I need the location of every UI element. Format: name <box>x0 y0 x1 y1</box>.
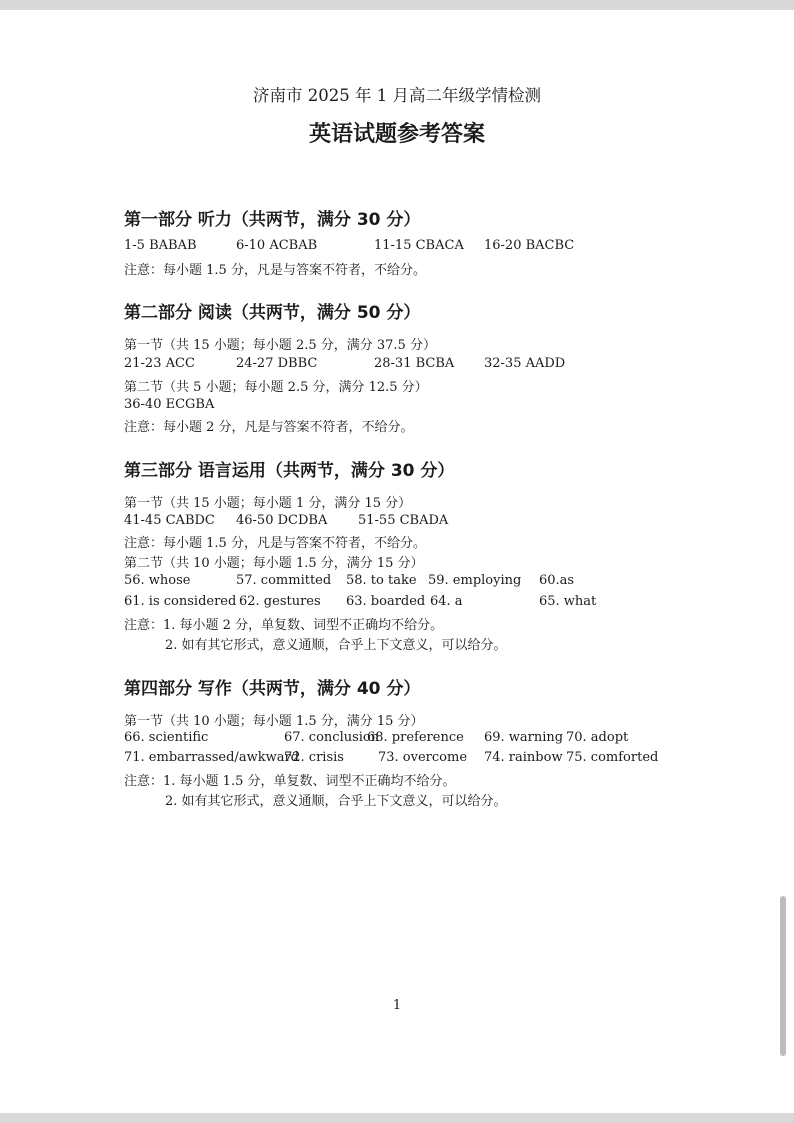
answer-item: 74. rainbow <box>484 750 563 765</box>
answer-group: 28-31 BCBA <box>374 356 455 371</box>
answer-item: 58. to take <box>346 573 417 588</box>
document-subtitle: 英语试题参考答案 <box>308 122 485 147</box>
part4-section1-label: 第一节（共 10 小题；每小题 1.5 分，满分 15 分） <box>124 714 424 729</box>
answer-item: 72. crisis <box>284 750 344 765</box>
answer-group: 21-23 ACC <box>124 356 195 371</box>
part2-section2-label: 第二节（共 5 小题；每小题 2.5 分，满分 12.5 分） <box>124 380 428 395</box>
answer-item: 65. what <box>539 594 597 609</box>
answer-item: 67. conclusion <box>284 730 380 745</box>
answer-group: 1-5 BABAB <box>124 238 197 253</box>
part4-note-cont: 2. 如有其它形式，意义通顺，合乎上下文意义，可以给分。 <box>165 794 507 809</box>
part3-heading: 第三部分 语言运用（共两节，满分 30 分） <box>124 461 455 481</box>
page-number: 1 <box>392 998 402 1013</box>
part3-note2-cont: 2. 如有其它形式，意义通顺，合乎上下文意义，可以给分。 <box>165 638 507 653</box>
part3-section2-label: 第二节（共 10 小题；每小题 1.5 分，满分 15 分） <box>124 556 424 571</box>
answer-item: 59. employing <box>428 573 522 588</box>
answer-item: 62. gestures <box>239 594 321 609</box>
answer-item: 63. boarded <box>346 594 426 609</box>
answer-item: 61. is considered <box>124 594 237 609</box>
answer-group: 36-40 ECGBA <box>124 397 215 412</box>
bottom-border <box>0 1113 794 1123</box>
scrollbar-thumb[interactable] <box>780 896 786 1056</box>
answer-item: 73. overcome <box>378 750 468 765</box>
part4-heading: 第四部分 写作（共两节，满分 40 分） <box>124 679 421 699</box>
answer-group: 51-55 CBADA <box>358 513 449 528</box>
answer-group: 41-45 CABDC <box>124 513 215 528</box>
part2-section1-label: 第一节（共 15 小题；每小题 2.5 分，满分 37.5 分） <box>124 338 436 353</box>
part2-heading: 第二部分 阅读（共两节，满分 50 分） <box>124 303 421 323</box>
answer-item: 56. whose <box>124 573 191 588</box>
part4-note: 注意：1. 每小题 1.5 分，单复数、词型不正确均不给分。 <box>124 774 456 789</box>
answer-group: 32-35 AADD <box>484 356 566 371</box>
answer-group: 46-50 DCDBA <box>236 513 328 528</box>
answer-item: 71. embarrassed/awkward <box>124 750 299 765</box>
part3-note1: 注意：每小题 1.5 分，凡是与答案不符者，不给分。 <box>124 536 426 551</box>
answer-item: 68. preference <box>367 730 464 745</box>
answer-item: 60.as <box>539 573 575 588</box>
answer-group: 11-15 CBACA <box>374 238 464 253</box>
answer-item: 64. a <box>430 594 463 609</box>
part1-heading: 第一部分 听力（共两节，满分 30 分） <box>124 210 421 230</box>
answer-group: 24-27 DBBC <box>236 356 318 371</box>
answer-item: 57. committed <box>236 573 332 588</box>
answer-item: 66. scientific <box>124 730 209 745</box>
answer-item: 75. comforted <box>566 750 659 765</box>
part1-note: 注意：每小题 1.5 分，凡是与答案不符者，不给分。 <box>124 263 426 278</box>
answer-item: 70. adopt <box>566 730 629 745</box>
part3-section1-label: 第一节（共 15 小题；每小题 1 分，满分 15 分） <box>124 496 412 511</box>
part2-note: 注意：每小题 2 分，凡是与答案不符者，不给分。 <box>124 420 414 435</box>
answer-item: 69. warning <box>484 730 564 745</box>
document-title: 济南市 2025 年 1 月高二年级学情检测 <box>253 86 541 105</box>
answer-group: 6-10 ACBAB <box>236 238 318 253</box>
answer-group: 16-20 BACBC <box>484 238 575 253</box>
part3-note2: 注意：1. 每小题 2 分，单复数、词型不正确均不给分。 <box>124 618 444 633</box>
